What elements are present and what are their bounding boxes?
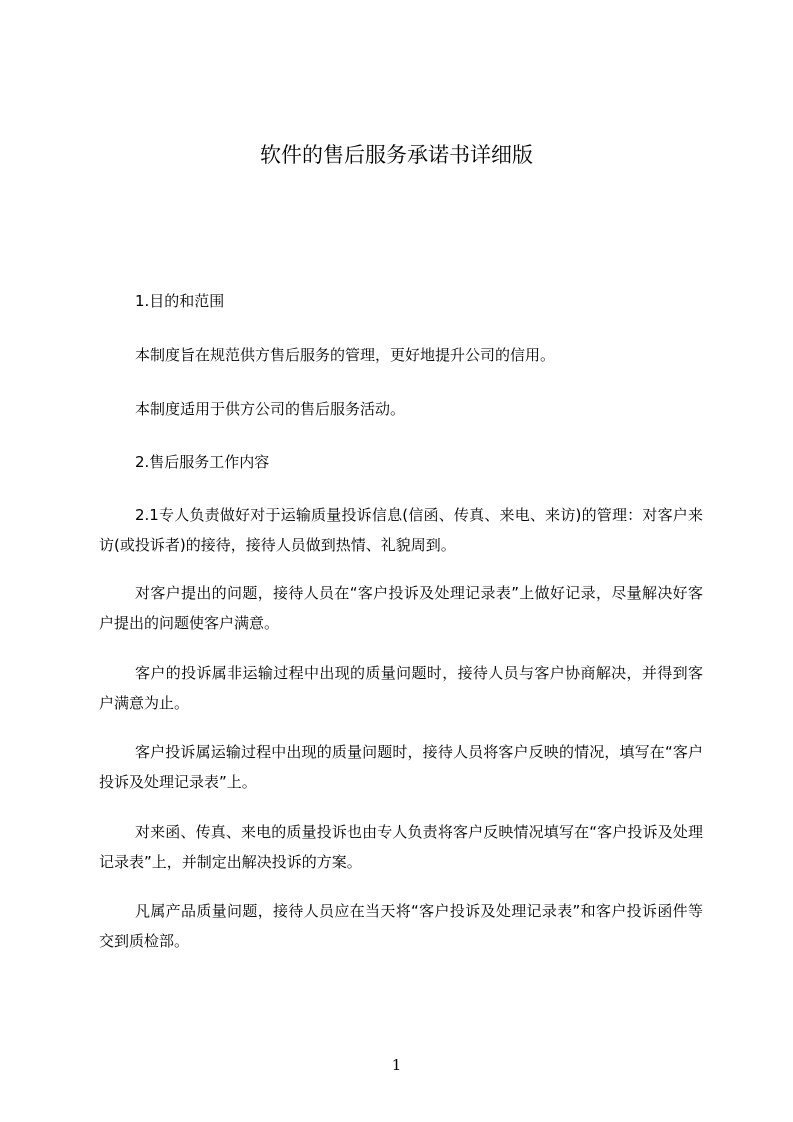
section-heading-purpose: 1.目的和范围 bbox=[135, 292, 225, 310]
paragraph-letters-faxes-calls: 对来函、传真、来电的质量投诉也由专人负责将客户反映情况填写在“客户投诉及处理记录表”上，并制定出解决投诉的方案。 bbox=[99, 823, 703, 871]
page-number: 1 bbox=[391, 1056, 402, 1074]
paragraph-complaint-management: 2.1专人负责做好对于运输质量投诉信息(信函、传真、来电、来访)的管理：对客户来访(或投诉者)的接待，接待人员做到热情、礼貌周到。 bbox=[99, 506, 703, 554]
paragraph-purpose: 本制度旨在规范供方售后服务的管理，更好地提升公司的信用。 bbox=[135, 346, 556, 364]
paragraph-product-quality: 凡属产品质量问题，接待人员应在当天将“客户投诉及处理记录表”和客户投诉函件等交到质检部。 bbox=[99, 902, 703, 950]
section-heading-service-content: 2.售后服务工作内容 bbox=[135, 453, 270, 471]
paragraph-transport-issues: 客户投诉属运输过程中出现的质量问题时，接待人员将客户反映的情况，填写在“客户投诉及处理记录表”上。 bbox=[99, 743, 703, 791]
paragraph-record-problems: 对客户提出的问题，接待人员在“客户投诉及处理记录表”上做好记录，尽量解决好客户提出的问题使客户满意。 bbox=[99, 584, 703, 632]
document-title: 软件的售后服务承诺书详细版 bbox=[260, 143, 533, 167]
paragraph-non-transport-issues: 客户的投诉属非运输过程中出现的质量问题时，接待人员与客户协商解决，并得到客户满意为止。 bbox=[99, 664, 703, 712]
paragraph-scope: 本制度适用于供方公司的售后服务活动。 bbox=[135, 400, 406, 418]
